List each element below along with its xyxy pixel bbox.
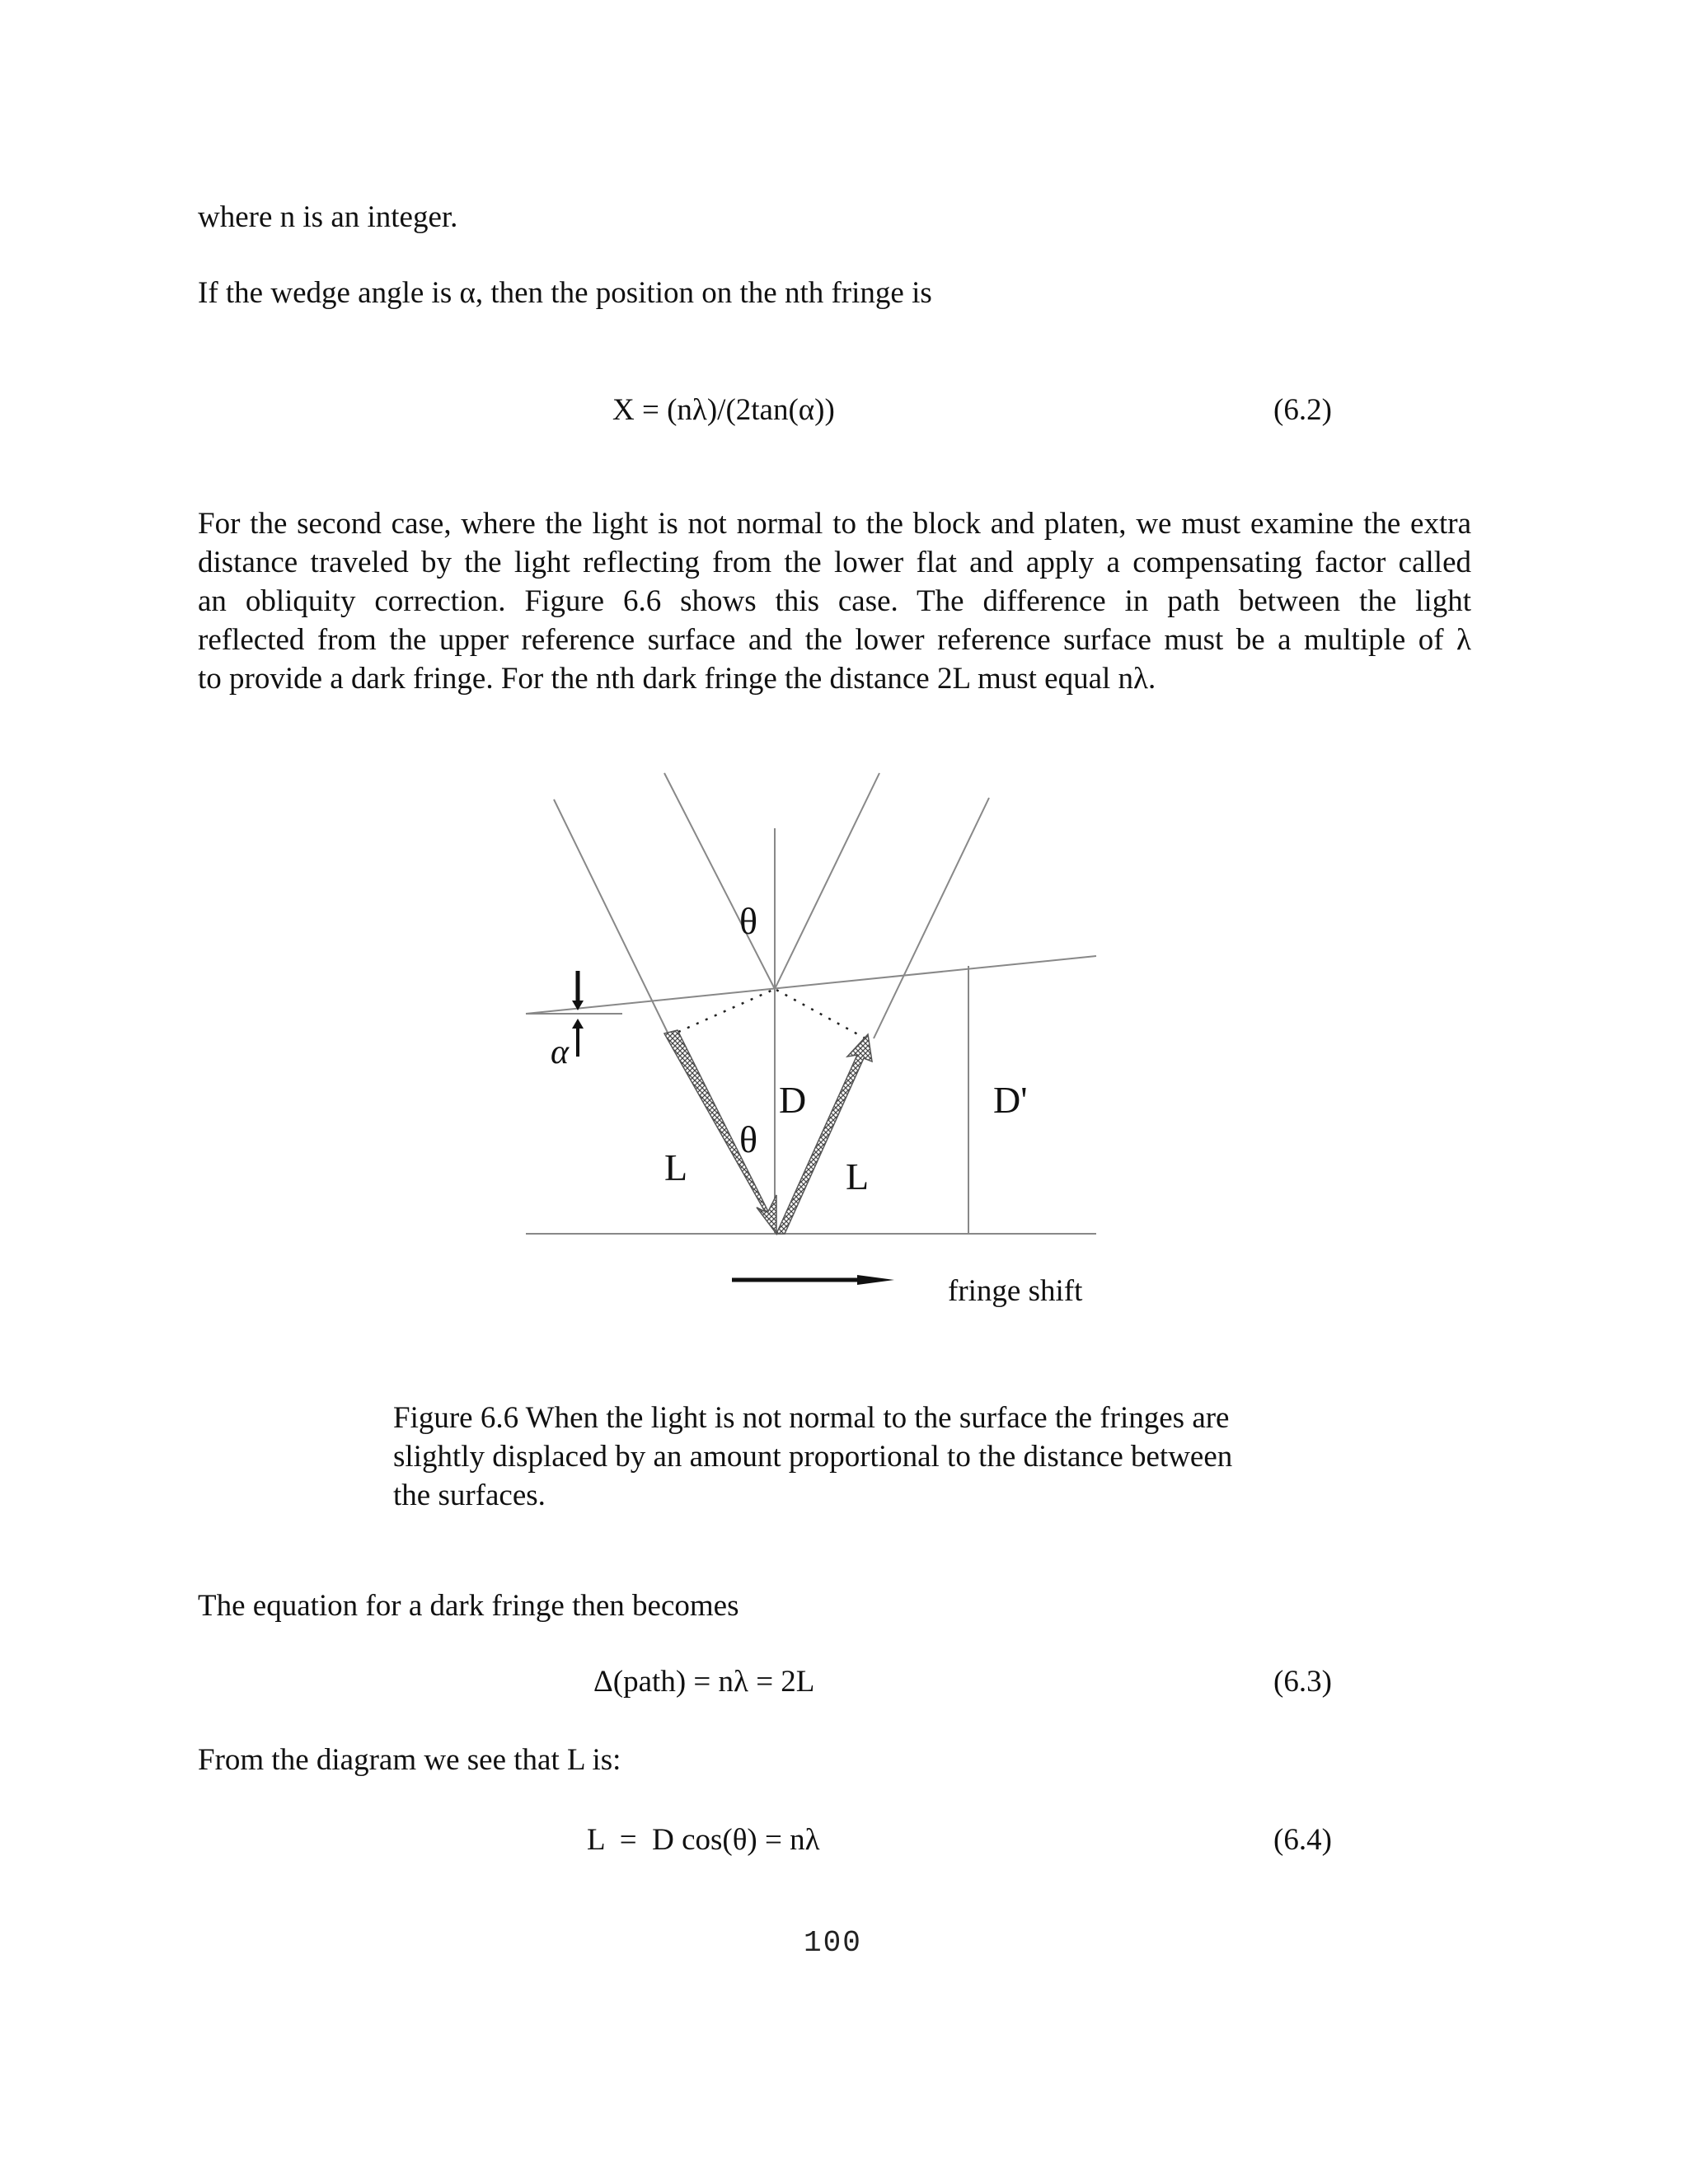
hatched-arrow-left: [664, 1030, 776, 1234]
fringe-shift-arrowhead: [857, 1275, 894, 1285]
label-theta-bottom: θ: [739, 1118, 758, 1160]
caption-line: slightly displaced by an amount proportional to the distance between: [393, 1440, 1233, 1474]
label-l-left: L: [664, 1146, 688, 1188]
label-theta-top: θ: [739, 900, 758, 942]
equation-6-2: X = (nλ)/(2tan(α)): [612, 393, 835, 427]
intro-line-wedge-angle: If the wedge angle is α, then the position on the nth fringe is: [198, 276, 932, 310]
dotted-right: [775, 989, 865, 1038]
paragraph-line: reflected from the upper reference surface and the lower reference surface must be a multiple of λ: [198, 623, 1471, 657]
intro-line-integer: where n is an integer.: [198, 200, 458, 234]
dotted-left: [669, 989, 775, 1036]
equation-6-4: L = D cos(θ) = nλ: [587, 1823, 820, 1857]
figure-6-6-diagram: [495, 758, 1154, 1335]
label-d-prime: D': [993, 1079, 1028, 1121]
ray-left-inner: [664, 773, 775, 989]
upper-reference-surface: [526, 956, 1096, 1014]
label-d: D: [779, 1079, 807, 1121]
equation-6-3: Δ(path) = nλ = 2L: [593, 1665, 815, 1699]
caption-line: the surfaces.: [393, 1479, 546, 1512]
paragraph-line: to provide a dark fringe. For the nth dark fringe the distance 2L must equal nλ.: [198, 662, 1156, 696]
paragraph-line: For the second case, where the light is not normal to the block and platen, we must examine the extra: [198, 507, 1471, 541]
paragraph-line: an obliquity correction. Figure 6.6 shows this case. The difference in path between the light: [198, 584, 1471, 618]
paragraph-line: distance traveled by the light reflecting from the lower flat and apply a compensating factor called: [198, 546, 1471, 579]
caption-line: Figure 6.6 When the light is not normal to the surface the fringes are: [393, 1401, 1230, 1435]
label-l-right: L: [846, 1155, 870, 1197]
label-alpha: α: [551, 1033, 570, 1071]
from-diagram-line: From the diagram we see that L is:: [198, 1743, 621, 1777]
figure-6-6-caption: [393, 1399, 1283, 1515]
equation-number-6-4: (6.4): [1273, 1823, 1332, 1857]
hatched-arrow-right: [776, 1034, 872, 1234]
label-fringe-shift: fringe shift: [948, 1274, 1083, 1308]
dark-fringe-line: The equation for a dark fringe then becomes: [198, 1589, 739, 1623]
ray-right-inner: [775, 773, 879, 989]
obliquity-paragraph: [198, 504, 1471, 698]
equation-number-6-2: (6.2): [1273, 393, 1332, 427]
ray-right-outer: [874, 798, 989, 1038]
equation-number-6-3: (6.3): [1273, 1665, 1332, 1699]
page-number: 100: [804, 1926, 862, 1960]
alpha-arrowhead-bottom: [572, 1019, 584, 1029]
